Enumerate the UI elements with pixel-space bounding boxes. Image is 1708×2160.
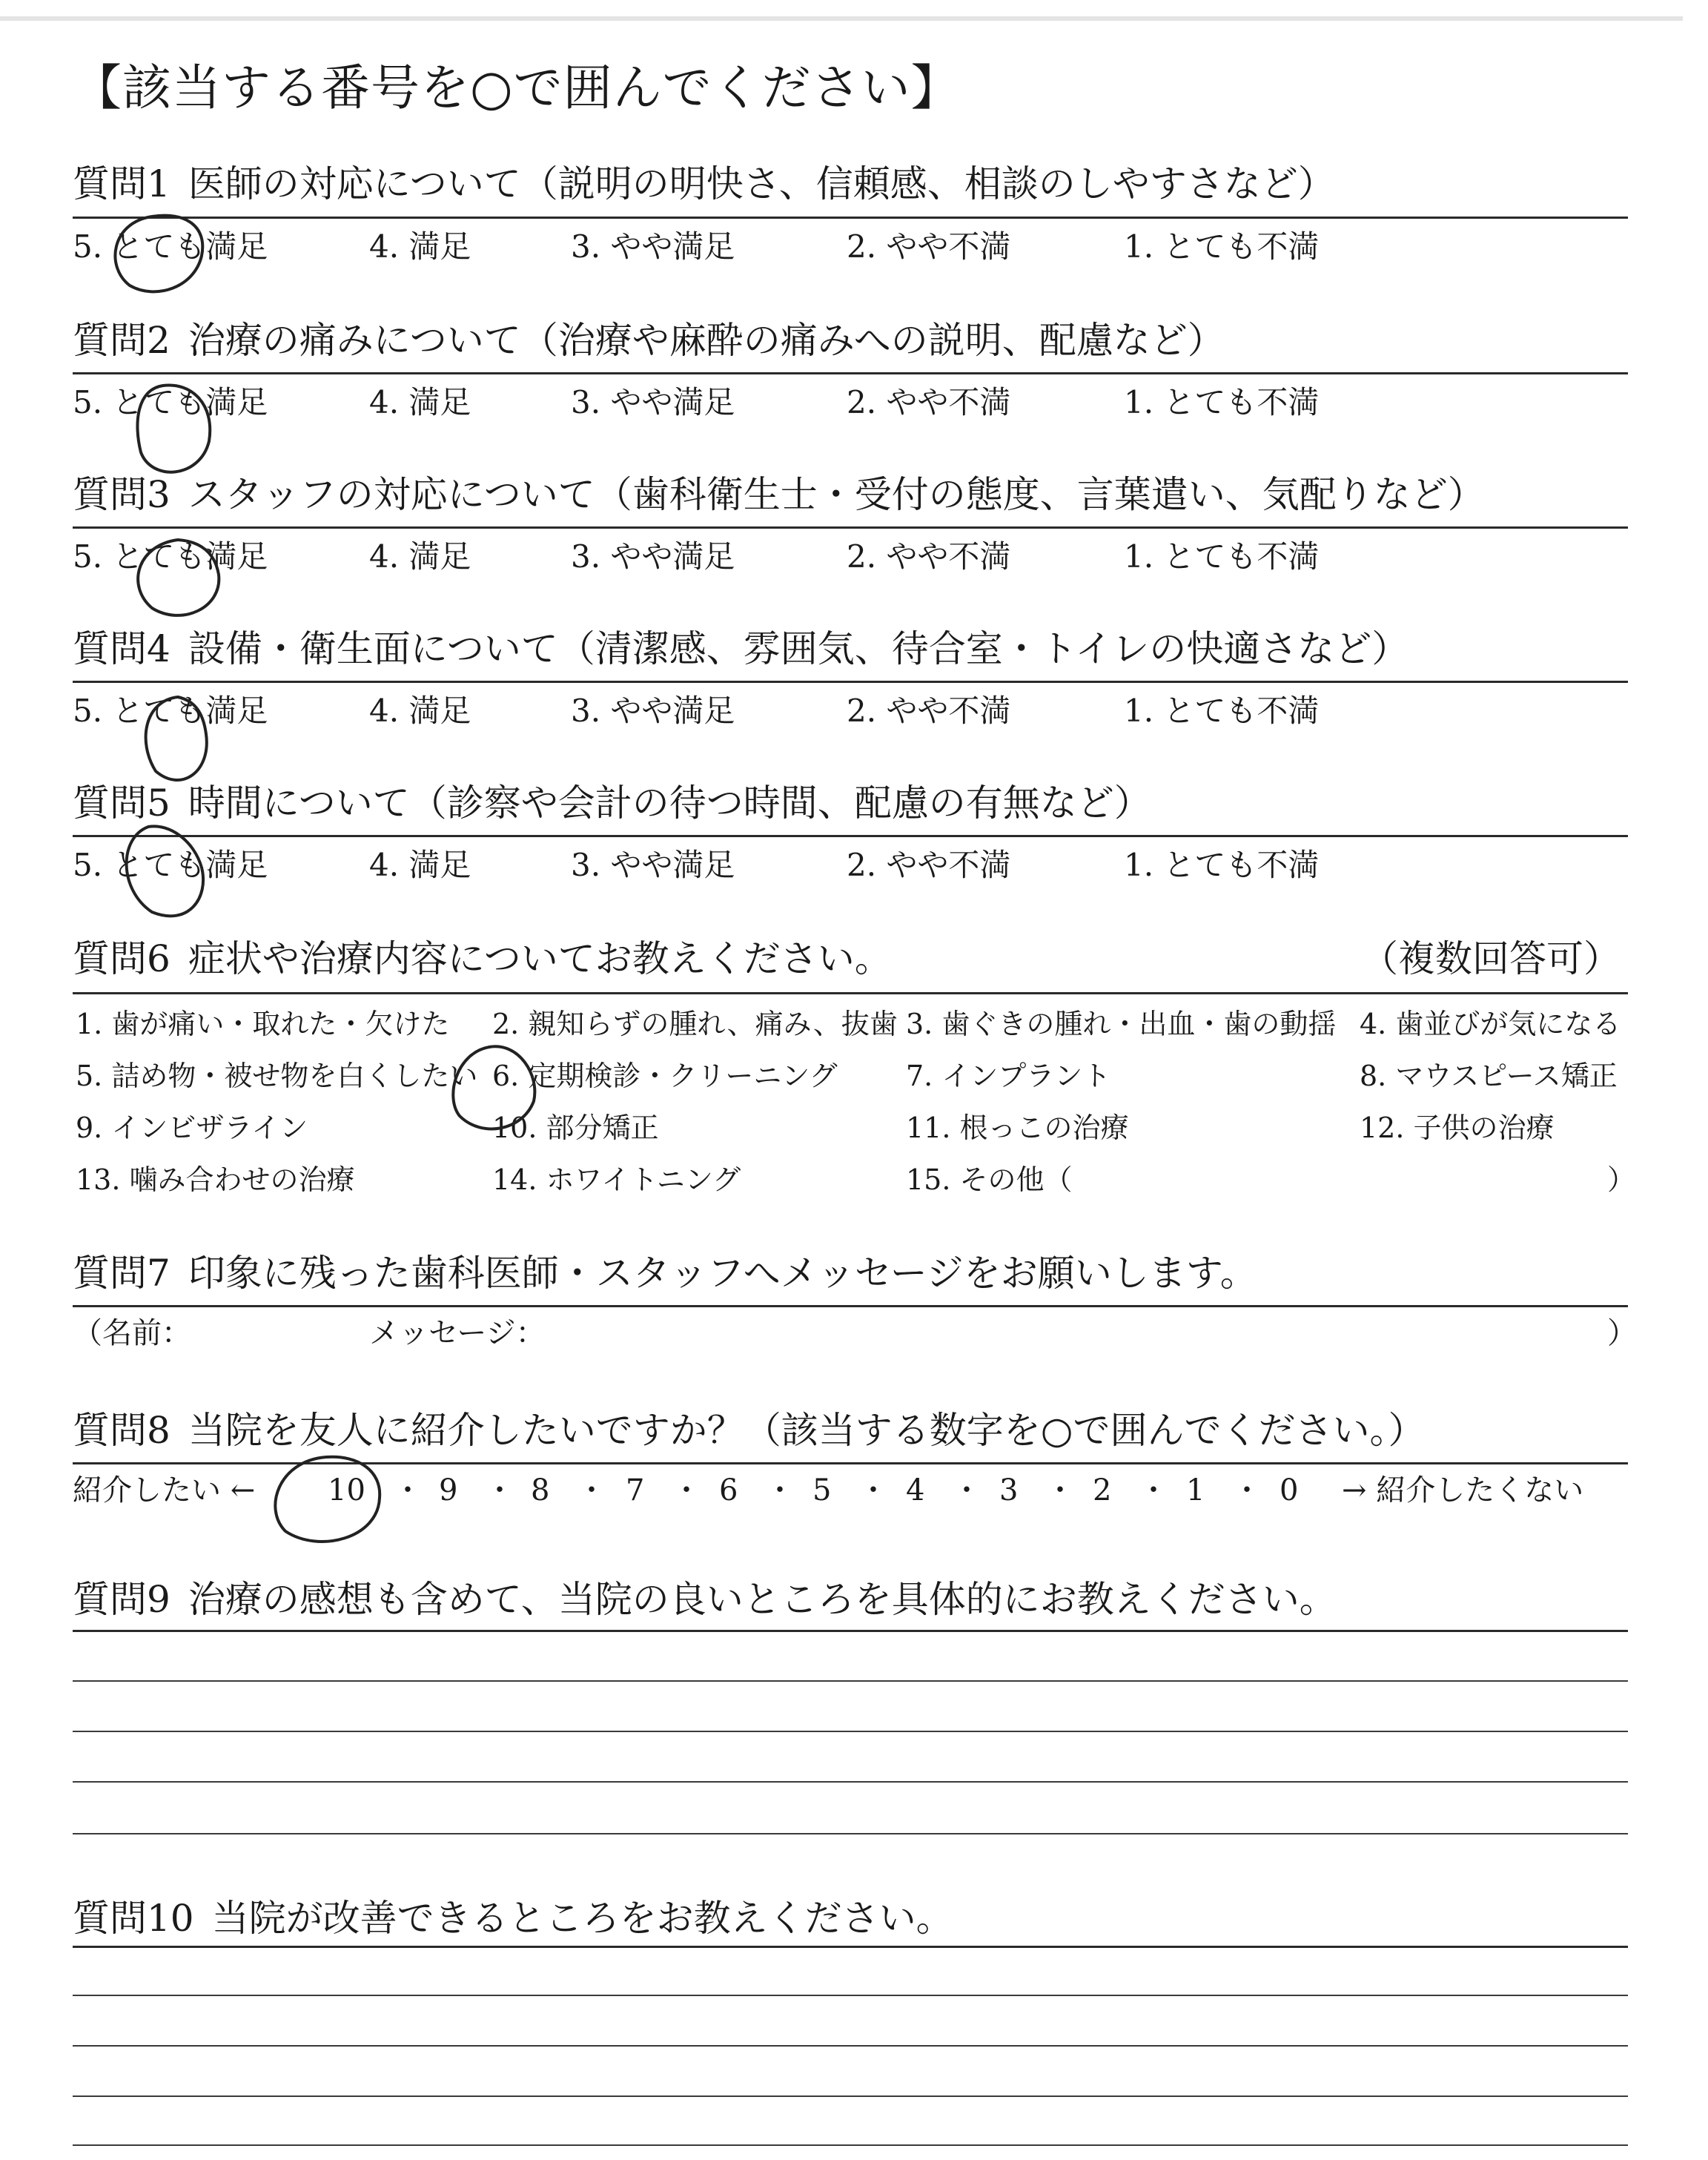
question-5-title xyxy=(73,782,1151,825)
question-4-rule xyxy=(73,681,1628,683)
question-2-options xyxy=(73,384,1628,424)
question-6-options xyxy=(73,1008,1636,1203)
q6-option-6[interactable]: 6. 定期検診・クリーニング xyxy=(492,1060,838,1092)
q6-option-2[interactable]: 2. 親知らずの腫れ、痛み、抜歯 xyxy=(492,1008,898,1040)
question-7-fields xyxy=(73,1316,1637,1355)
question-10-text: 当院が改善できるところをお教えください。 xyxy=(211,1897,953,1940)
q6-option-8[interactable]: 8. マウスピース矯正 xyxy=(1360,1060,1618,1092)
scale-9[interactable]: 9 xyxy=(439,1473,458,1507)
q3-option-4[interactable]: 4. 満足 xyxy=(369,538,471,575)
question-3-rule xyxy=(73,526,1628,529)
question-3-number: 質問3 xyxy=(73,473,171,516)
scale-1[interactable]: 1 xyxy=(1186,1473,1205,1507)
q6-option-1[interactable]: 1. 歯が痛い・取れた・欠けた xyxy=(76,1008,450,1040)
question-6-note: （複数回答可） xyxy=(1361,937,1621,980)
question-1-rule xyxy=(73,217,1628,219)
q6-option-3[interactable]: 3. 歯ぐきの腫れ・出血・歯の動揺 xyxy=(906,1008,1337,1040)
scale-right-label: → 紹介したくない xyxy=(1342,1473,1584,1507)
q5-option-5[interactable]: 5. とても満足 xyxy=(73,847,268,883)
question-2-rule xyxy=(73,372,1628,374)
q6-option-9[interactable]: 9. インビザライン xyxy=(76,1112,308,1144)
question-4-options xyxy=(73,693,1628,733)
question-1-options xyxy=(73,228,1628,268)
q6-option-7[interactable]: 7. インプラント xyxy=(906,1060,1111,1092)
question-4-number: 質問4 xyxy=(73,627,171,670)
question-10-title xyxy=(73,1897,953,1940)
question-5-rule xyxy=(73,835,1628,837)
question-7-title xyxy=(73,1252,1257,1295)
q6-option-11[interactable]: 11. 根っこの治療 xyxy=(906,1112,1129,1144)
q10-answer-line[interactable] xyxy=(73,1995,1628,1996)
question-10-number: 質問10 xyxy=(73,1897,194,1940)
question-2-text: 治療の痛みについて（治療や麻酔の痛みへの説明、配慮など） xyxy=(188,319,1225,362)
scale-dot: ・ xyxy=(858,1473,888,1507)
question-2-title xyxy=(73,319,1225,362)
question-2-number: 質問2 xyxy=(73,319,171,362)
message-field-label[interactable]: メッセージ： xyxy=(369,1316,546,1350)
question-5-options xyxy=(73,847,1628,887)
q9-answer-line[interactable] xyxy=(73,1630,1628,1632)
q10-answer-line[interactable] xyxy=(73,2045,1628,2047)
question-8-text: 当院を友人に紹介したいですか？（該当する数字を○で囲んでください。） xyxy=(188,1409,1426,1452)
question-9-title xyxy=(73,1578,1337,1621)
q3-option-2[interactable]: 2. やや不満 xyxy=(847,538,1011,575)
question-9-text: 治療の感想も含めて、当院の良いところを具体的にお教えください。 xyxy=(188,1578,1337,1621)
scale-7[interactable]: 7 xyxy=(626,1473,645,1507)
q6-option-15[interactable]: 15. その他（ xyxy=(906,1163,1073,1196)
question-7-rule xyxy=(73,1305,1628,1307)
q6-option-10[interactable]: 10. 部分矯正 xyxy=(492,1112,659,1144)
q4-option-2[interactable]: 2. やや不満 xyxy=(847,693,1011,729)
q1-option-4[interactable]: 4. 満足 xyxy=(369,228,471,265)
q4-option-5[interactable]: 5. とても満足 xyxy=(73,693,268,729)
question-8-title xyxy=(73,1409,1426,1452)
q6-option-15-close: ） xyxy=(1607,1163,1636,1196)
message-field-close: ） xyxy=(1607,1316,1637,1350)
q9-answer-line[interactable] xyxy=(73,1680,1628,1682)
q2-option-4[interactable]: 4. 満足 xyxy=(369,384,471,420)
question-6-rule xyxy=(73,992,1628,994)
q2-option-5[interactable]: 5. とても満足 xyxy=(73,384,268,420)
question-4-text: 設備・衛生面について（清潔感、雰囲気、待合室・トイレの快適さなど） xyxy=(188,627,1409,670)
q9-answer-line[interactable] xyxy=(73,1833,1628,1834)
scale-6[interactable]: 6 xyxy=(719,1473,738,1507)
question-4-title xyxy=(73,627,1409,670)
q10-answer-line[interactable] xyxy=(73,2095,1628,2097)
q9-answer-line[interactable] xyxy=(73,1731,1628,1732)
form-heading: 【該当する番号を○で囲んでください】 xyxy=(73,59,961,116)
scale-3[interactable]: 3 xyxy=(999,1473,1019,1507)
question-5-text: 時間について（診察や会計の待つ時間、配慮の有無など） xyxy=(188,782,1151,825)
q4-option-4[interactable]: 4. 満足 xyxy=(369,693,471,729)
q6-option-12[interactable]: 12. 子供の治療 xyxy=(1360,1112,1555,1144)
q2-option-2[interactable]: 2. やや不満 xyxy=(847,384,1011,420)
scale-dot: ・ xyxy=(577,1473,606,1507)
q9-answer-line[interactable] xyxy=(73,1781,1628,1783)
question-7-text: 印象に残った歯科医師・スタッフへメッセージをお願いします。 xyxy=(188,1252,1257,1295)
q4-option-3[interactable]: 3. やや満足 xyxy=(571,693,735,729)
scale-dot: ・ xyxy=(1139,1473,1168,1507)
q3-option-5[interactable]: 5. とても満足 xyxy=(73,538,268,575)
q2-option-3[interactable]: 3. やや満足 xyxy=(571,384,735,420)
question-6-title xyxy=(73,937,892,980)
question-1-number: 質問1 xyxy=(73,162,171,205)
question-8-rule xyxy=(73,1462,1628,1464)
scale-10[interactable]: 10 xyxy=(328,1473,365,1507)
question-1-title xyxy=(73,162,1335,205)
q5-option-3[interactable]: 3. やや満足 xyxy=(571,847,735,883)
scale-4[interactable]: 4 xyxy=(906,1473,925,1507)
scale-left-label: 紹介したい ← xyxy=(73,1473,256,1507)
q6-option-4[interactable]: 4. 歯並びが気になる xyxy=(1360,1008,1621,1040)
q6-option-14[interactable]: 14. ホワイトニング xyxy=(492,1163,741,1196)
question-1-text: 医師の対応について（説明の明快さ、信頼感、相談のしやすさなど） xyxy=(188,162,1335,205)
scale-dot: ・ xyxy=(952,1473,982,1507)
question-5-number: 質問5 xyxy=(73,782,171,825)
question-6-text: 症状や治療内容についてお教えください。 xyxy=(188,937,892,980)
q1-option-2[interactable]: 2. やや不満 xyxy=(847,228,1011,265)
q1-option-5[interactable]: 5. とても満足 xyxy=(73,228,268,265)
scale-dot: ・ xyxy=(1232,1473,1262,1507)
q5-option-2[interactable]: 2. やや不満 xyxy=(847,847,1011,883)
question-3-options xyxy=(73,538,1628,578)
name-field-label[interactable]: （名前： xyxy=(73,1316,191,1350)
question-6-number: 質問6 xyxy=(73,937,171,980)
scale-5[interactable]: 5 xyxy=(812,1473,832,1507)
q4-option-1[interactable]: 1. とても不満 xyxy=(1124,693,1320,729)
q6-option-13[interactable]: 13. 噛み合わせの治療 xyxy=(76,1163,355,1196)
q5-option-1[interactable]: 1. とても不満 xyxy=(1124,847,1320,883)
question-3-text: スタッフの対応について（歯科衛生士・受付の態度、言葉遣い、気配りなど） xyxy=(188,473,1485,516)
q1-option-1[interactable]: 1. とても不満 xyxy=(1124,228,1320,265)
q6-option-5[interactable]: 5. 詰め物・被せ物を白くしたい xyxy=(76,1060,478,1092)
q3-option-1[interactable]: 1. とても不満 xyxy=(1124,538,1320,575)
scale-dot: ・ xyxy=(672,1473,701,1507)
question-3-title xyxy=(73,473,1485,516)
scale-dot: ・ xyxy=(485,1473,514,1507)
question-8-number: 質問8 xyxy=(73,1409,171,1452)
question-9-number: 質問9 xyxy=(73,1578,171,1621)
question-7-number: 質問7 xyxy=(73,1252,171,1295)
scan-top-edge xyxy=(0,16,1683,21)
scale-dot: ・ xyxy=(393,1473,423,1507)
scale-2[interactable]: 2 xyxy=(1093,1473,1112,1507)
q5-option-4[interactable]: 4. 満足 xyxy=(369,847,471,883)
scale-dot: ・ xyxy=(765,1473,795,1507)
q10-answer-line[interactable] xyxy=(73,1946,1628,1948)
q1-option-3[interactable]: 3. やや満足 xyxy=(571,228,735,265)
scale-0[interactable]: 0 xyxy=(1280,1473,1299,1507)
q10-answer-line[interactable] xyxy=(73,2144,1628,2146)
scale-8[interactable]: 8 xyxy=(531,1473,550,1507)
q3-option-3[interactable]: 3. やや満足 xyxy=(571,538,735,575)
scale-dot: ・ xyxy=(1045,1473,1075,1507)
q2-option-1[interactable]: 1. とても不満 xyxy=(1124,384,1320,420)
